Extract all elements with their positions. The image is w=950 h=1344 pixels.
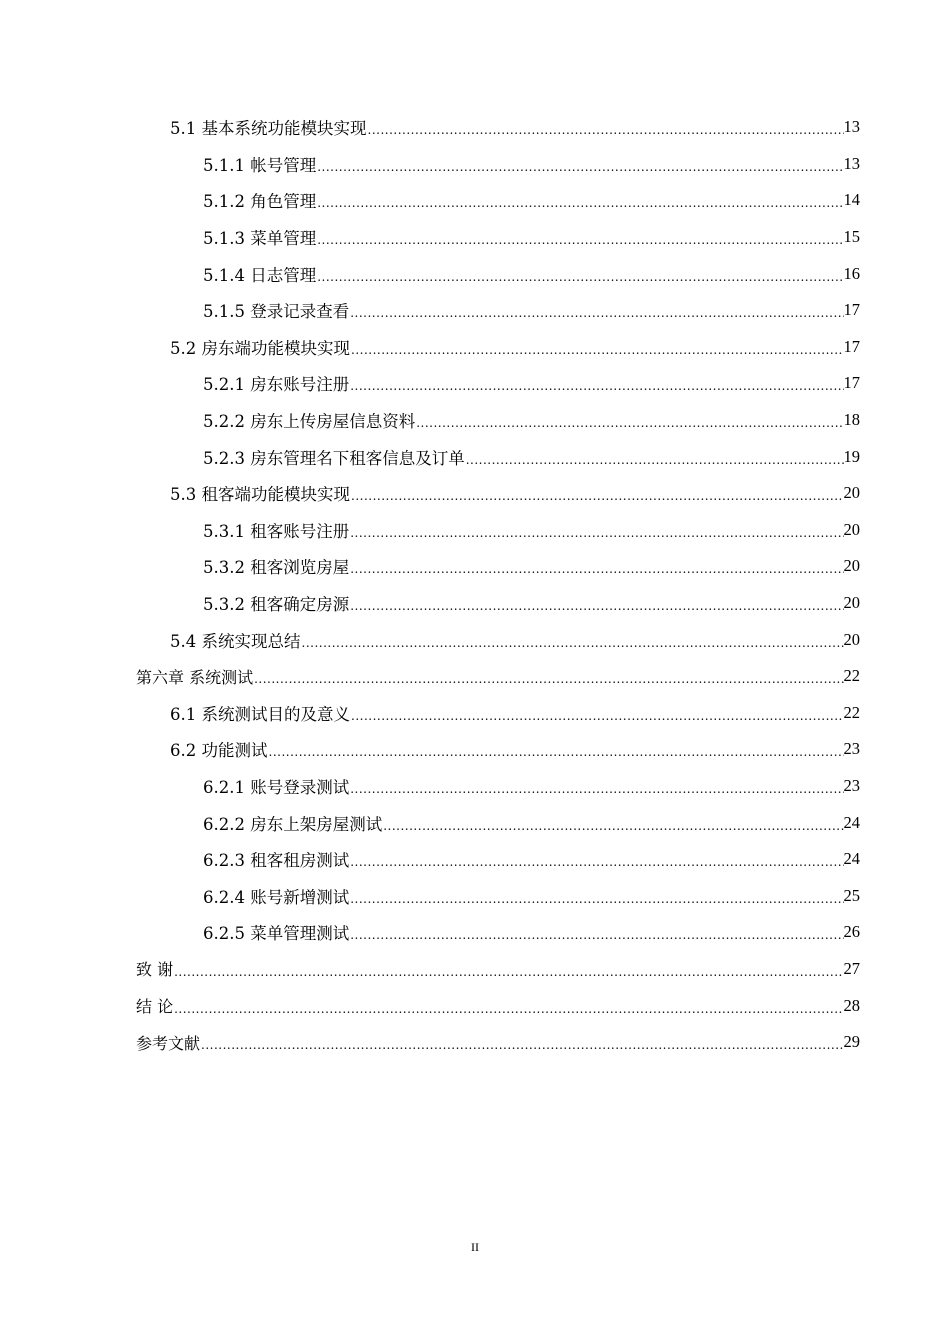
toc-dot-leader <box>269 746 844 758</box>
toc-entry-label: 6.1 系统测试目的及意义 <box>170 701 351 725</box>
toc-dot-leader <box>383 820 843 832</box>
toc-dot-leader <box>350 563 843 575</box>
toc-entry[interactable] <box>0 292 950 329</box>
toc-entry[interactable] <box>0 695 950 732</box>
toc-entry-label: 致 谢 <box>136 957 174 980</box>
toc-dot-leader <box>350 307 843 319</box>
toc-dot-leader <box>350 893 843 905</box>
toc-entry-label: 5.2.1 房东账号注册 <box>203 371 350 395</box>
toc-dot-leader <box>351 344 844 356</box>
toc-entry-page: 22 <box>843 702 860 722</box>
toc-entry-label: 5.3 租客端功能模块实现 <box>170 481 351 505</box>
toc-entry-page: 15 <box>843 227 860 247</box>
toc-entry-page: 18 <box>843 410 860 430</box>
toc-dot-leader <box>350 856 843 868</box>
toc-dot-leader <box>317 234 843 246</box>
toc-entry-label: 结 论 <box>136 994 174 1017</box>
toc-dot-leader <box>350 380 843 392</box>
toc-entry[interactable] <box>0 438 950 475</box>
toc-dot-leader <box>254 673 843 685</box>
toc-entry-page: 20 <box>843 556 860 576</box>
toc-entry-label: 5.3.1 租客账号注册 <box>203 518 350 542</box>
toc-dot-leader <box>350 783 843 795</box>
toc-entry-label: 6.2 功能测试 <box>170 737 269 761</box>
toc-entry[interactable] <box>0 109 950 146</box>
toc-entry[interactable] <box>0 402 950 439</box>
toc-entry-label: 6.2.4 账号新增测试 <box>203 884 350 908</box>
toc-entry-page: 16 <box>843 263 860 283</box>
toc-entry[interactable] <box>0 182 950 219</box>
toc-entry-page: 13 <box>843 117 860 137</box>
toc-entry-label: 参考文献 <box>136 1031 201 1054</box>
toc-dot-leader <box>317 197 843 209</box>
toc-entry[interactable] <box>0 255 950 292</box>
toc-entry-label: 6.2.5 菜单管理测试 <box>203 920 350 944</box>
page-number-footer: II <box>471 1240 479 1254</box>
toc-entry[interactable] <box>0 768 950 805</box>
toc-entry[interactable] <box>0 877 950 914</box>
toc-dot-leader <box>351 710 844 722</box>
toc-entry-page: 28 <box>843 995 860 1015</box>
toc-entry[interactable] <box>0 585 950 622</box>
toc-entry-page: 24 <box>843 812 860 832</box>
toc-entry-label: 5.1.4 日志管理 <box>203 262 317 286</box>
toc-entry-page: 26 <box>843 922 860 942</box>
toc-dot-leader <box>317 161 843 173</box>
toc-entry[interactable] <box>0 475 950 512</box>
toc-entry-label: 5.2.3 房东管理名下租客信息及订单 <box>203 445 466 469</box>
toc-entry-label: 5.1.1 帐号管理 <box>203 152 317 176</box>
toc-entry-label: 6.2.2 房东上架房屋测试 <box>203 811 383 835</box>
toc-entry[interactable] <box>0 219 950 256</box>
toc-entry-page: 23 <box>843 739 860 759</box>
toc-entry-page: 24 <box>843 849 860 869</box>
toc-entry[interactable] <box>0 914 950 951</box>
toc-dot-leader <box>201 1039 843 1051</box>
toc-entry-label: 6.2.3 租客租房测试 <box>203 847 350 871</box>
toc-entry-page: 20 <box>843 483 860 503</box>
toc-entry[interactable] <box>0 365 950 402</box>
toc-dot-leader <box>350 600 843 612</box>
toc-entry-label: 5.1.3 菜单管理 <box>203 225 317 249</box>
toc-entry-chapter[interactable] <box>0 951 950 988</box>
toc-entry-label: 5.4 系统实现总结 <box>170 628 302 652</box>
toc-dot-leader <box>368 124 844 136</box>
toc-dot-leader <box>416 417 843 429</box>
toc-dot-leader <box>174 1003 843 1015</box>
toc-entry-chapter[interactable] <box>0 987 950 1024</box>
toc-entry-label: 5.3.2 租客浏览房屋 <box>203 554 350 578</box>
toc-entry-page: 23 <box>843 775 860 795</box>
toc-dot-leader <box>350 527 843 539</box>
toc-entry-label: 5.1.5 登录记录查看 <box>203 298 350 322</box>
toc-entry-page: 27 <box>843 958 860 978</box>
toc-dot-leader <box>350 929 843 941</box>
toc-entry-chapter[interactable] <box>0 1024 950 1061</box>
toc-entry-label: 第六章 系统测试 <box>136 665 254 688</box>
toc-entry-page: 14 <box>843 190 860 210</box>
toc-dot-leader <box>351 490 844 502</box>
toc-entry-label: 6.2.1 账号登录测试 <box>203 774 350 798</box>
toc-entry-chapter[interactable] <box>0 658 950 695</box>
toc-entry-page: 17 <box>843 300 860 320</box>
toc-dot-leader <box>466 454 844 466</box>
toc-dot-leader <box>317 271 843 283</box>
toc-entry[interactable] <box>0 548 950 585</box>
toc-entry[interactable] <box>0 621 950 658</box>
toc-dot-leader <box>302 637 844 649</box>
toc-entry-page: 17 <box>843 373 860 393</box>
toc-entry-page: 20 <box>843 629 860 649</box>
toc-entry-label: 5.2 房东端功能模块实现 <box>170 335 351 359</box>
toc-entry-label: 5.1.2 角色管理 <box>203 188 317 212</box>
toc-entry-page: 20 <box>843 519 860 539</box>
toc-entry[interactable] <box>0 512 950 549</box>
toc-entry-page: 22 <box>843 666 860 686</box>
toc-entry-page: 13 <box>843 153 860 173</box>
toc-entry-page: 20 <box>843 593 860 613</box>
toc-entry-page: 25 <box>843 885 860 905</box>
table-of-contents <box>0 109 950 1060</box>
toc-entry-page: 29 <box>843 1032 860 1052</box>
toc-entry-label: 5.2.2 房东上传房屋信息资料 <box>203 408 416 432</box>
toc-entry[interactable] <box>0 146 950 183</box>
toc-entry[interactable] <box>0 841 950 878</box>
toc-dot-leader <box>174 966 843 978</box>
toc-entry-label: 5.1 基本系统功能模块实现 <box>170 115 368 139</box>
toc-entry[interactable] <box>0 329 950 366</box>
toc-entry[interactable] <box>0 731 950 768</box>
toc-entry[interactable] <box>0 804 950 841</box>
toc-entry-page: 17 <box>843 336 860 356</box>
toc-entry-page: 19 <box>843 446 860 466</box>
toc-entry-label: 5.3.2 租客确定房源 <box>203 591 350 615</box>
